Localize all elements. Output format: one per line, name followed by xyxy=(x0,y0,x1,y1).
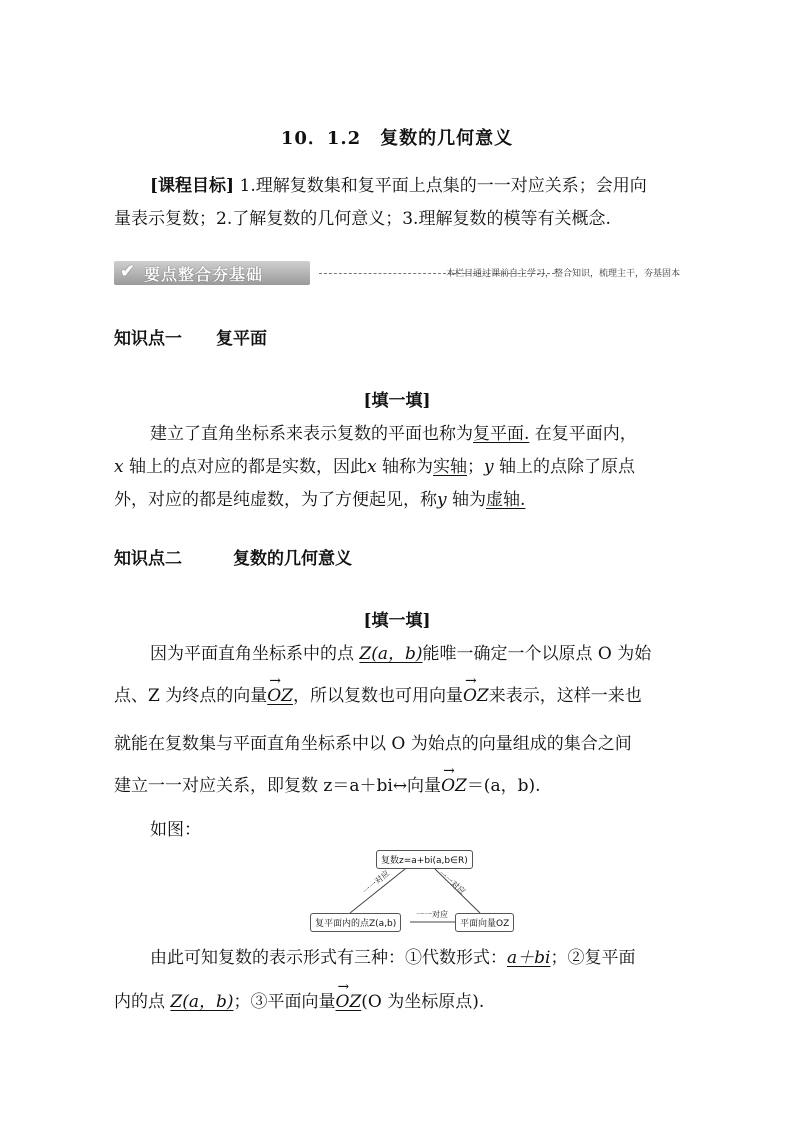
answer-vector-oz: → OZ xyxy=(267,680,293,713)
kp2-line-4: 建立一一对应关系，即复数 z＝a＋bi↔向量→ OZ＝(a，b). xyxy=(114,770,694,803)
page-title: 10．1.2 复数的几何意义 xyxy=(280,128,514,149)
kp1-fill-label: [填一填] xyxy=(363,391,431,411)
banner-note: 本栏目通过课前自主学习，整合知识，梳理主干，夯基固本 xyxy=(445,269,680,279)
correspondence-diagram xyxy=(310,847,520,933)
diagram-node-point: 复平面内的点Z(a,b) xyxy=(310,913,401,932)
kp2-line-2: 点、Z 为终点的向量→ OZ，所以复数也可用向量→ OZ来表示，这样一来也 xyxy=(114,680,694,713)
answer-vector-form: → OZ xyxy=(336,986,362,1019)
kp2-fill-label: [填一填] xyxy=(363,611,431,631)
kp1-heading: 知识点一 复平面 xyxy=(114,329,267,349)
diagram-label-right: 一一对应 xyxy=(436,868,468,897)
section-banner xyxy=(114,259,680,287)
answer-algebraic-form: a＋bi xyxy=(507,948,551,968)
kp1-line-2: x 轴上的点对应的都是实数，因此x 轴称为实轴；y 轴上的点除了原点 xyxy=(114,457,636,477)
answer-point-form: Z(a，b) xyxy=(170,992,234,1012)
diagram-label-left: 一一对应 xyxy=(360,868,392,897)
answer-point-z: Z(a，b) xyxy=(359,644,423,664)
banner-title: 要点整合夯基础 xyxy=(144,265,264,284)
objectives-line-2: 量表示复数；2.了解复数的几何意义；3.理解复数的模等有关概念. xyxy=(114,209,611,229)
kp2-heading: 知识点二 复数的几何意义 xyxy=(114,549,352,569)
kp1-line-1: 建立了直角坐标系来表示复数的平面也称为复平面. 在复平面内， xyxy=(150,424,637,444)
kp2-line-1: 因为平面直角坐标系中的点 Z(a，b)能唯一确定一个以原点 O 为始 xyxy=(150,644,652,664)
answer-imaginary-axis: 虚轴. xyxy=(486,490,526,510)
answer-real-axis: 实轴 xyxy=(433,457,467,477)
kp2-line-3: 就能在复数集与平面直角坐标系中以 O 为始点的向量组成的集合之间 xyxy=(114,734,632,754)
diagram-node-vector: 平面向量OZ xyxy=(455,913,514,932)
objectives-tag: [课程目标] xyxy=(150,176,235,196)
diagram-label-bottom: 一一对应 xyxy=(416,910,448,919)
check-icon: ✔ xyxy=(120,261,136,282)
answer-complex-plane: 复平面. xyxy=(473,424,530,444)
figure-label: 如图： xyxy=(150,820,201,840)
diagram-node-complex: 复数z=a+bi(a,b∈R) xyxy=(376,850,473,869)
objectives-line-1: [课程目标] 1.理解复数集和复平面上点集的一一对应关系；会用向 xyxy=(150,176,647,196)
kp1-line-3: 外，对应的都是纯虚数，为了方便起见，称y 轴为虚轴. xyxy=(114,490,526,510)
conclusion-line-2: 内的点 Z(a，b)；③平面向量→ OZ(O 为坐标原点). xyxy=(114,986,694,1019)
conclusion-line-1: 由此可知复数的表示形式有三种：①代数形式：a＋bi；②复平面 xyxy=(150,948,636,968)
